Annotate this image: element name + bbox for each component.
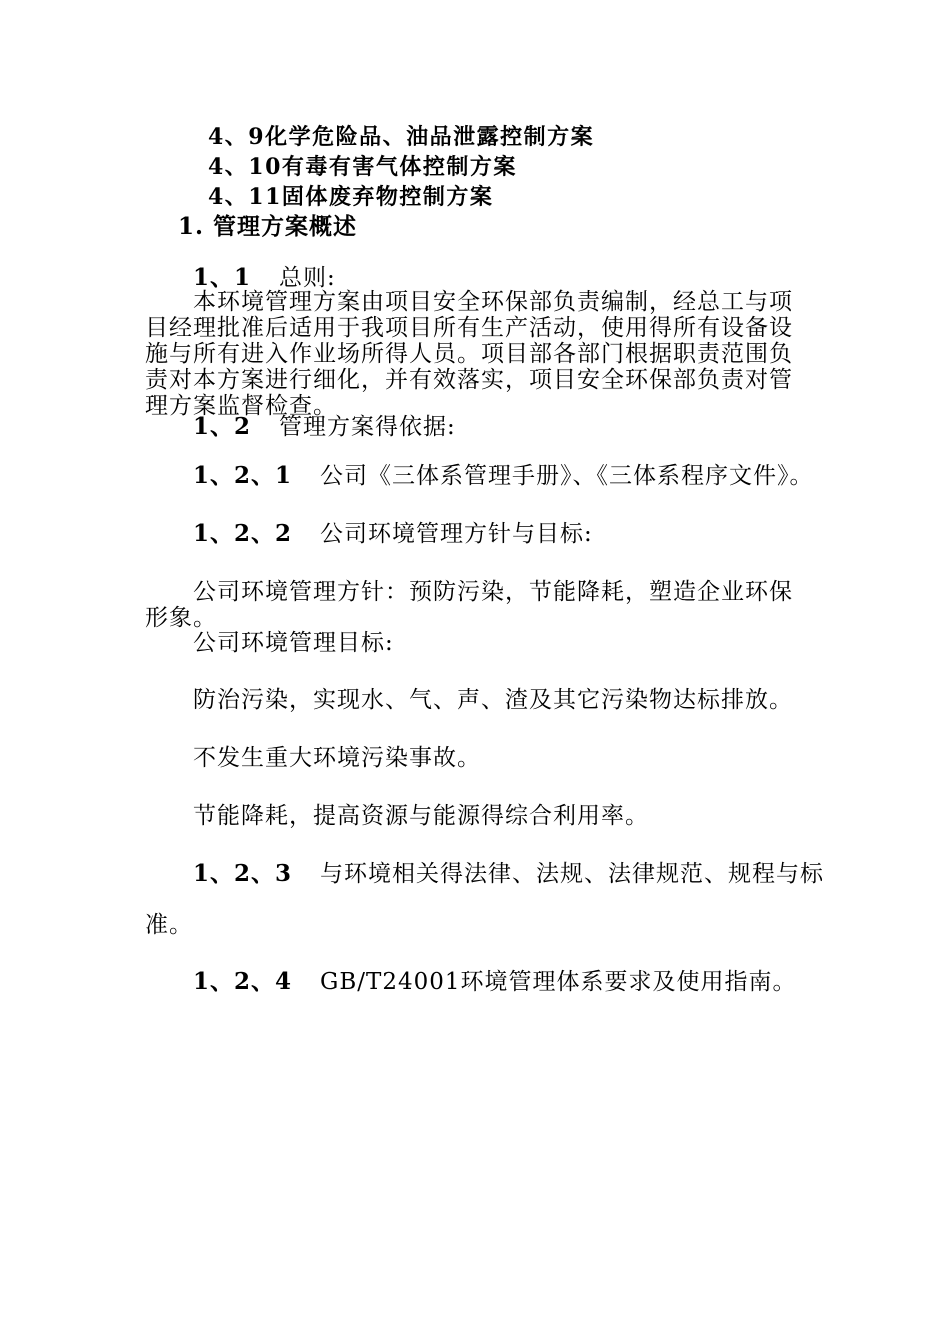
policy-line-1: 公司环境管理方针：预防污染，节能降耗，塑造企业环保 — [193, 579, 793, 605]
toc-item-4-11: 4、11固体废弃物控制方案 — [208, 184, 494, 210]
paragraph-line: 本环境管理方案由项目安全环保部负责编制，经总工与项 — [193, 289, 793, 315]
section-1-2-heading — [193, 413, 456, 441]
section-1-2-2-text: 公司环境管理方针与目标: — [320, 521, 593, 547]
section-1-2-3-text-cont: 准。 — [145, 912, 193, 938]
section-1-2-3-text: 与环境相关得法律、法规、法律规范、规程与标 — [320, 861, 825, 887]
section-1-2-4-number: 1、2、4 — [193, 968, 293, 995]
section-1-2-2 — [193, 520, 593, 548]
goal-item-3: 节能降耗，提高资源与能源得综合利用率。 — [193, 803, 649, 829]
policy-line-2: 形象。 — [145, 605, 217, 631]
section-1-2-4 — [193, 968, 797, 996]
goal-title: 公司环境管理目标: — [193, 630, 394, 656]
paragraph-line: 理方案监督检查。 — [145, 393, 337, 419]
paragraph-line: 责对本方案进行细化，并有效落实，项目安全环保部负责对管 — [145, 367, 793, 393]
section-1-2-3-number: 1、2、3 — [193, 860, 293, 887]
section-1-2-2-number: 1、2、2 — [193, 520, 293, 547]
section-1-1-number: 1、1 — [193, 264, 252, 291]
section-1-2-1-number: 1、2、1 — [193, 462, 293, 489]
section-1-2-1 — [193, 462, 814, 490]
toc-item-4-9: 4、9化学危险品、油品泄露控制方案 — [208, 124, 595, 150]
section-1-2-3 — [193, 860, 824, 888]
paragraph-line: 目经理批准后适用于我项目所有生产活动，使用得所有设备设 — [145, 315, 793, 341]
section-1-2-number: 1、2 — [193, 413, 252, 440]
goal-item-1: 防治污染，实现水、气、声、渣及其它污染物达标排放。 — [193, 687, 793, 713]
section-1-2-4-text: GB/T24001环境管理体系要求及使用指南。 — [320, 969, 797, 995]
section-1-2-1-text: 公司《三体系管理手册》、《三体系程序文件》。 — [320, 463, 814, 489]
section-1-1-title: 总则: — [279, 265, 336, 291]
section-1-heading: 1. 管理方案概述 — [178, 213, 358, 240]
goal-item-2: 不发生重大环境污染事故。 — [193, 745, 481, 771]
toc-item-4-10: 4、10有毒有害气体控制方案 — [208, 154, 517, 180]
section-1-2-title: 管理方案得依据: — [279, 414, 456, 440]
paragraph-line: 施与所有进入作业场所得人员。项目部各部门根据职责范围负 — [145, 341, 793, 367]
